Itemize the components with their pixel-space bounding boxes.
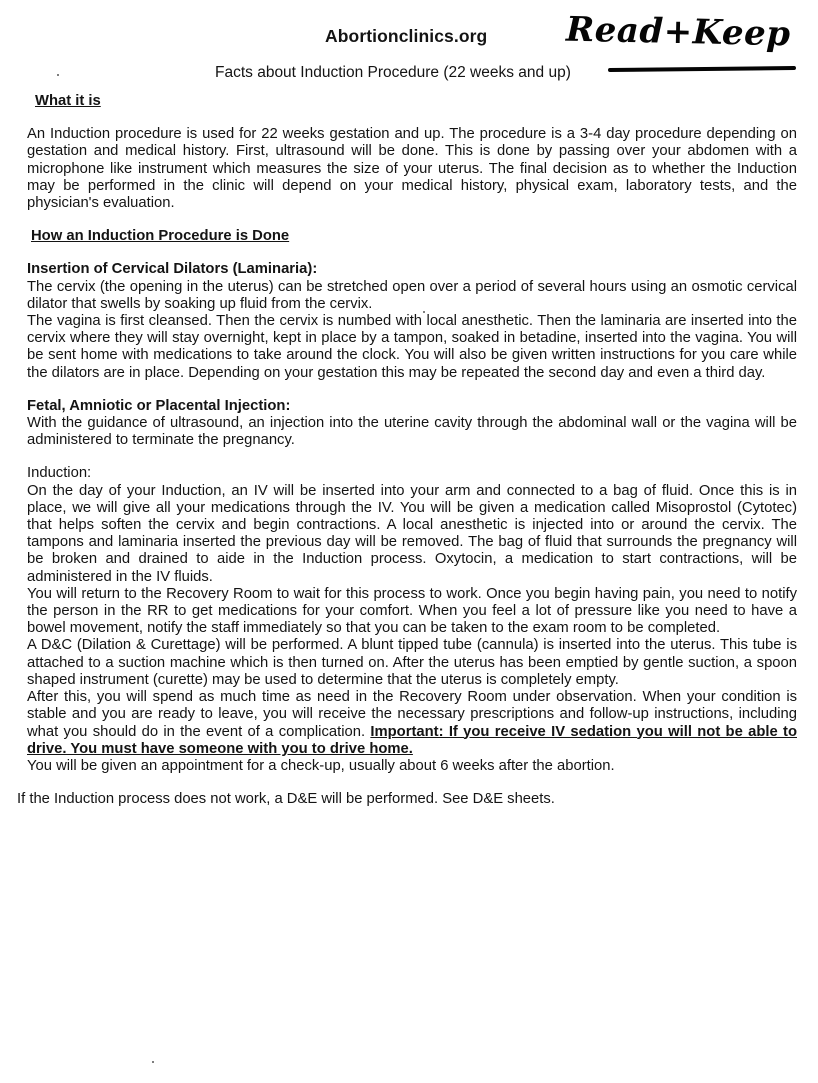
org-name: Abortionclinics.org <box>325 26 488 46</box>
important-notice: Important: If you receive IV sedation you will not be able to drive. You must have someone with you to drive home. <box>27 723 797 757</box>
document-body <box>17 93 797 808</box>
what-it-is-text: An Induction procedure is used for 22 weeks gestation and up. The procedure is a 3-4 day procedure depending on gestation and medical history. First, ultrasound will be done. This is done by passing over your abdomen with a microphone like instrument which measures the size of your uterus. The final decision as to whether the Induction may be performed in the clinic will depend on your medical history, physical exam, laboratory tests, and the physician's evaluation. <box>27 126 797 212</box>
document-subtitle: Facts about Induction Procedure (22 weeks and up) <box>215 64 571 81</box>
laminaria-text-1: The cervix (the opening in the uterus) can be stretched open over a period of several hours using an osmotic cervical dilator that swells by soaking up fluid from the cervix. <box>27 278 797 312</box>
handwritten-note: Read+Keep <box>565 9 791 55</box>
heading-laminaria: Insertion of Cervical Dilators (Laminaria): <box>27 261 318 278</box>
scan-speck <box>57 74 59 76</box>
closing-note: If the Induction process does not work, a D&E will be performed. See D&E sheets. <box>17 791 555 808</box>
induction-text-4-body: After this, you will spend as much time as need in the Recovery Room under observation. When your condition is stable and you are ready to leave, you will receive the necessary prescriptions and follow-up instructions, including what you should do in the event of a complication. <box>27 689 797 740</box>
injection-text: With the guidance of ultrasound, an injection into the uterine cavity through the abdominal wall or the vagina will be administered to terminate the pregnancy. <box>27 415 797 449</box>
heading-what-it-is: What it is <box>35 93 101 109</box>
induction-text-3: A D&C (Dilation & Curettage) will be performed. A blunt tipped tube (cannula) is inserted into the uterus. This tube is attached to a suction machine which is then turned on. After the uterus has been emptied by gentle suction, a spoon shaped instrument (curette) may be used to determine that the uterus is completely empty. <box>27 637 797 688</box>
laminaria-text-2: The vagina is first cleansed. Then the cervix is numbed with local anesthetic. Then the laminaria are inserted into the cervix where they will stay overnight, kept in place by a tampon, soaked in betadine, inserted into the vagina. You will be sent home with medications to take around the clock. You will also be given written instructions for you care while the dilators are in place. Depending on your gestation this may be repeated the second day and even a third day. <box>27 313 797 381</box>
induction-text-5: You will be given an appointment for a check-up, usually about 6 weeks after the abortion. <box>27 757 615 774</box>
induction-text-1: On the day of your Induction, an IV will be inserted into your arm and connected to a bag of fluid. Once this is in place, we will give all your medications through the IV. You will be given a medication called Misoprostol (Cytotec) that helps soften the cervix and begin contractions. A local anesthetic is injected into or around the cervix. The tampons and laminaria inserted the previous day will be removed. The bag of fluid that surrounds the pregnancy will be broken and drained to aide in the Induction process. Oxytocin, a medication to start contractions, will be administered in the IV fluids. <box>27 482 797 585</box>
heading-induction: Induction: <box>27 465 92 482</box>
scan-speck <box>152 1061 154 1063</box>
handwritten-underline <box>608 66 796 72</box>
induction-text-4 <box>27 689 797 758</box>
heading-injection: Fetal, Amniotic or Placental Injection: <box>27 397 291 414</box>
heading-how-done: How an Induction Procedure is Done <box>31 228 290 245</box>
induction-text-2: You will return to the Recovery Room to wait for this process to work. Once you begin having pain, you need to notify the person in the RR to get medications for your comfort. When you feel a lot of pressure like you need to have a bowel movement, notify the staff immediately so that you can be taken to the exam room to be completed. <box>27 585 797 637</box>
